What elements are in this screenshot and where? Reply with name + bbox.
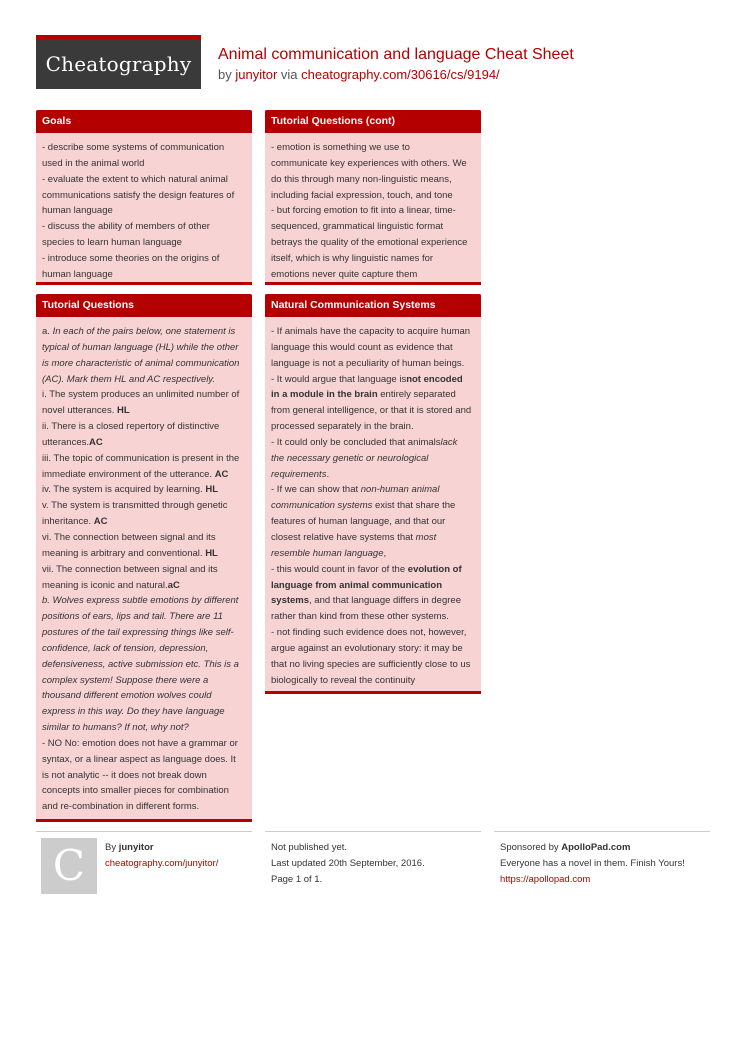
tutorial-questions-body (36, 317, 252, 815)
text-line (42, 403, 246, 419)
text-line (42, 799, 246, 815)
text-segment: vi. The connection between signal and its (42, 531, 216, 543)
tutorial-questions-cont-box (265, 110, 481, 285)
text-segment: vii. The connection between signal and its (42, 563, 218, 575)
text-segment: the necessary genetic or neurological (271, 452, 429, 464)
text-line (42, 372, 246, 388)
author-avatar[interactable] (41, 838, 97, 894)
text-line (271, 514, 475, 530)
text-segment: syntax, or a linear aspect as language does. It (42, 753, 236, 765)
text-line (271, 657, 475, 673)
footer-status (271, 840, 425, 888)
text-line (42, 578, 246, 594)
tutorial-questions-header: Tutorial Questions (36, 294, 252, 317)
text-segment: language from animal communication (271, 579, 443, 591)
text-line (42, 498, 246, 514)
text-segment: (AC). Mark them HL and AC respectively. (42, 373, 215, 385)
text-segment: HL (205, 484, 219, 496)
text-segment: from general intelligence, or that it is stored and (271, 405, 472, 417)
text-line (271, 403, 475, 419)
text-segment: a. (42, 326, 53, 337)
text-line: sequenced, grammatical linguistic format (271, 221, 444, 233)
footer-author (105, 840, 218, 872)
goals-body (36, 133, 252, 283)
text-segment: features of human language, and that our (271, 516, 446, 528)
text-line (42, 356, 246, 372)
text-line: - emotion is something we use to (271, 142, 410, 153)
text-line (42, 562, 246, 578)
text-line (271, 530, 475, 546)
goals-box (36, 110, 252, 285)
text-segment: - It could only be concluded that animals (271, 436, 441, 448)
text-line (42, 482, 246, 498)
text-line: communications satisfy the design features of (42, 189, 235, 201)
sponsor-tagline: Everyone has a novel in them. Finish Yours! (500, 858, 685, 869)
text-segment: lack (440, 436, 458, 448)
text-line (42, 768, 246, 784)
text-segment: HL (117, 405, 130, 417)
text-segment: express in this way. Do they have language (42, 706, 225, 718)
text-line (42, 688, 246, 704)
text-segment: not encoded (406, 373, 463, 385)
text-line (271, 467, 475, 483)
text-line: communicate key experiences with others. We (271, 157, 467, 169)
text-segment: - NO No: emotion does not have a grammar or (42, 737, 238, 749)
text-line (42, 657, 246, 673)
text-segment: positions of ears, lips and tail. There are 11 (42, 611, 223, 623)
text-segment: requirements (271, 468, 327, 480)
text-segment: novel utterances. (42, 405, 117, 417)
text-line (42, 593, 246, 609)
text-segment: concepts into smaller pieces for combination (42, 785, 229, 797)
text-line: used in the animal world (42, 157, 145, 169)
text-line (271, 387, 475, 403)
footer-divider (494, 831, 710, 832)
text-segment: AC (214, 468, 229, 480)
footer-divider (36, 831, 252, 832)
text-line: - but forcing emotion to fit into a linear, time- (271, 205, 456, 217)
text-line (271, 372, 475, 388)
text-line (42, 387, 246, 403)
text-line (42, 530, 246, 546)
tutorial-questions-box (36, 294, 252, 822)
natural-systems-box (265, 294, 481, 694)
text-line (271, 419, 475, 435)
tutorial-questions-cont-body (265, 133, 481, 283)
text-line: betrays the quality of the emotional experience (271, 237, 468, 249)
text-segment: utterances. (42, 436, 89, 448)
text-segment: iii. The topic of communication is present in the (42, 452, 240, 464)
text-line (271, 435, 475, 451)
footer-author-name[interactable]: junyitor (118, 842, 154, 853)
text-segment: typical of human language (HL) while the other (42, 341, 239, 353)
text-line (271, 324, 475, 340)
text-segment: aC (167, 579, 180, 591)
text-segment: non-human animal (360, 484, 440, 496)
text-line: human language (42, 205, 113, 217)
text-segment: is more characteristic of animal communication (42, 357, 240, 369)
text-segment: entirely separated (377, 389, 456, 401)
text-segment: v. The system is transmitted through genetic (42, 500, 228, 512)
avatar-letter: C (52, 841, 86, 890)
byline (218, 67, 500, 82)
sheet-title[interactable]: Animal communication and language Cheat Sheet (218, 46, 574, 63)
text-line (271, 641, 475, 657)
text-segment: b. Wolves express subtle emotions by different (42, 595, 239, 607)
text-segment: - If animals have the capacity to acquire human (271, 326, 471, 337)
text-line (271, 562, 475, 578)
text-line (42, 752, 246, 768)
text-segment: inheritance. (42, 516, 94, 528)
text-line (271, 546, 475, 562)
text-segment: closest relative have systems that (271, 531, 416, 543)
text-line: - discuss the ability of members of other (42, 221, 210, 233)
text-segment: - this would count in favor of the (271, 563, 408, 575)
text-line (42, 625, 246, 641)
text-line: do this through many non-linguistic means, (271, 173, 452, 185)
text-line (271, 593, 475, 609)
text-segment: - not finding such evidence does not, however, (271, 627, 467, 639)
text-line: human language (42, 268, 113, 280)
text-segment: processed separately in the brain. (271, 421, 414, 433)
logo-text: Cheatography (45, 52, 192, 76)
text-line (271, 451, 475, 467)
text-line (42, 783, 246, 799)
text-line (42, 340, 246, 356)
text-segment: exist that share the (372, 500, 456, 512)
text-line: - describe some systems of communication (42, 142, 225, 153)
text-segment: meaning is iconic and natural. (42, 579, 168, 591)
text-segment: evolution of (407, 563, 462, 575)
text-segment: In each of the pairs below, one statement is (52, 326, 236, 337)
natural-systems-header: Natural Communication Systems (265, 294, 481, 317)
text-line (271, 625, 475, 641)
text-segment: biologically to reveal the continuity (271, 674, 416, 686)
text-line: itself, which is why linguistic names for (271, 252, 434, 264)
sponsored-by: Sponsored by (500, 842, 559, 853)
text-line: species to learn human language (42, 237, 182, 249)
text-segment: and re-combination in different forms. (42, 801, 200, 813)
text-segment: most (415, 531, 437, 543)
tutorial-questions-cont-header: Tutorial Questions (cont) (265, 110, 481, 133)
last-updated: Last updated 20th September, 2016. (271, 858, 425, 869)
text-segment: rather than kind from these other systems. (271, 611, 449, 623)
text-line (271, 609, 475, 625)
text-line (42, 324, 246, 340)
text-line (271, 498, 475, 514)
text-segment: postures of the tail expressing things like self- (42, 627, 234, 639)
text-segment: communication systems (271, 500, 373, 512)
text-line (271, 578, 475, 594)
text-line: emotions never quite capture them (271, 268, 418, 280)
text-segment: i. The system produces an unlimited number of (42, 389, 240, 401)
text-segment: defensiveness, active submission etc. This is a (42, 658, 239, 670)
footer-sponsor (500, 840, 685, 888)
text-segment: language this would count as evidence that (271, 341, 453, 353)
byline-by: by (218, 67, 232, 82)
footer-divider (265, 831, 481, 832)
text-segment: ii. There is a closed repertory of distinctive (42, 421, 220, 433)
text-segment: is not analytic -- it does not break down (42, 769, 207, 781)
text-line (42, 419, 246, 435)
goals-header: Goals (36, 110, 252, 133)
text-segment: argue against an evolutionary story: it may be (271, 642, 463, 654)
text-segment: thousand different emotion wolves could (42, 690, 212, 702)
text-segment: confidence, lack of tension, depression, (42, 642, 209, 654)
text-segment: language is not a peculiarity of human beings. (271, 357, 465, 369)
text-line (42, 467, 246, 483)
sponsor-link[interactable]: https://apollopad.com (500, 874, 591, 885)
text-segment: HL (205, 547, 218, 559)
text-line: - introduce some theories on the origins of (42, 252, 220, 264)
page-number: Page 1 of 1. (271, 874, 323, 885)
text-segment: - If we can show that (271, 484, 361, 496)
cheatography-logo[interactable] (36, 35, 201, 89)
text-segment: , and that language differs in degree (309, 595, 461, 607)
text-line (42, 641, 246, 657)
text-line (42, 720, 246, 736)
text-line (42, 609, 246, 625)
text-segment: iv. The system is acquired by learning. (42, 484, 206, 496)
text-line (271, 673, 475, 689)
text-segment: meaning is arbitrary and conventional. (42, 547, 206, 559)
byline-via: via (280, 67, 298, 82)
text-line (271, 482, 475, 498)
text-segment: immediate environment of the utterance. (42, 468, 215, 480)
text-line (42, 704, 246, 720)
text-segment: . (326, 468, 330, 480)
text-line (42, 514, 246, 530)
natural-systems-body (265, 317, 481, 688)
text-segment: systems (271, 595, 310, 607)
text-line (42, 451, 246, 467)
text-line (42, 546, 246, 562)
text-segment: , (383, 547, 387, 559)
text-segment: in a module in the brain (271, 389, 378, 401)
text-segment: resemble human language (271, 547, 384, 559)
text-line: including facial expression, touch, and tone (271, 189, 453, 201)
text-segment: - It would argue that language is (271, 373, 407, 385)
footer-by: By (105, 842, 117, 853)
text-line (271, 340, 475, 356)
sheet-url-link[interactable]: cheatography.com/30616/cs/9194/ (301, 67, 500, 82)
text-segment: that no living species are sufficiently close to us (271, 658, 471, 670)
text-line: - evaluate the extent to which natural animal (42, 173, 228, 185)
author-link[interactable]: junyitor (235, 67, 278, 82)
text-segment: AC (93, 516, 108, 528)
text-segment: complex system! Suppose there were a (42, 674, 209, 686)
sponsor-name[interactable]: ApolloPad.com (561, 842, 631, 853)
publish-status: Not published yet. (271, 842, 348, 853)
text-line (42, 435, 246, 451)
footer-author-link[interactable]: cheatography.com/junyitor/ (105, 858, 219, 869)
text-segment: AC (89, 436, 103, 448)
text-line (271, 356, 475, 372)
text-line (42, 673, 246, 689)
text-line (42, 736, 246, 752)
text-segment: similar to humans? If not, why not? (42, 722, 189, 734)
